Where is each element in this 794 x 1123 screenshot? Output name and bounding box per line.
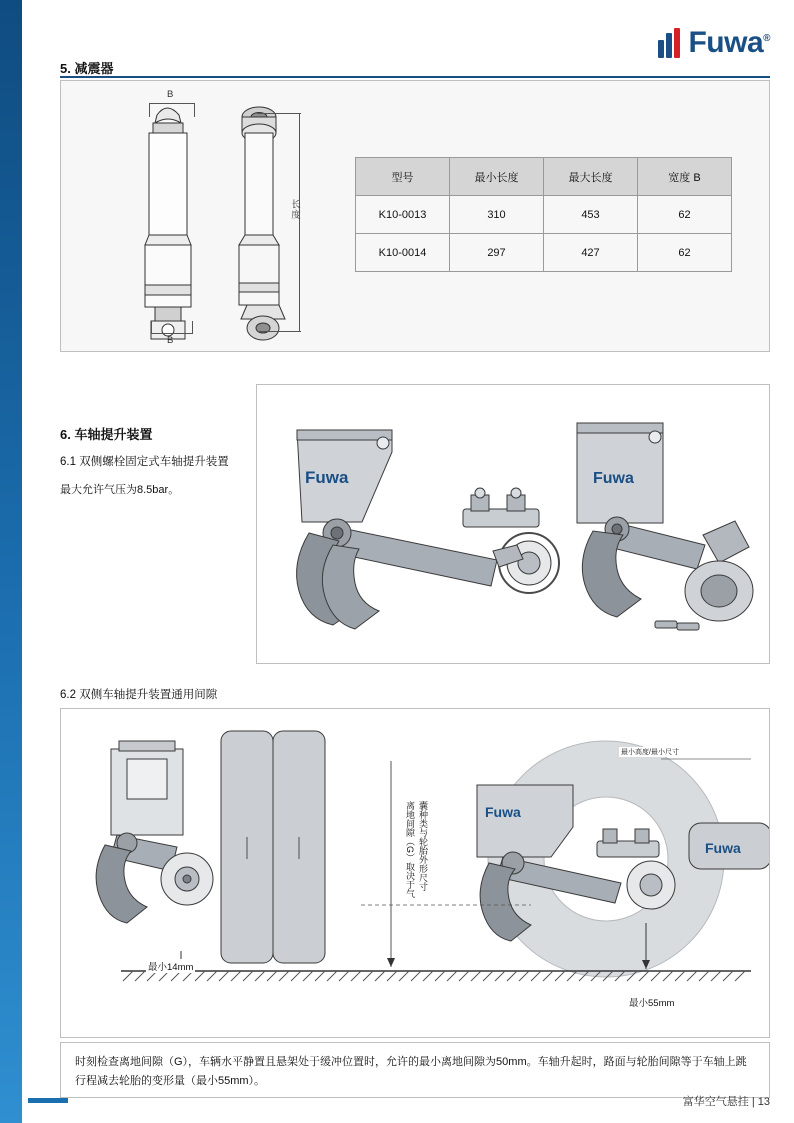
label-clearance-note-1: 离地间隙（G）取决于气 bbox=[405, 801, 415, 899]
table-row bbox=[356, 196, 732, 234]
dim-label-b-bottom: B bbox=[167, 335, 174, 346]
dim-tick-length-top bbox=[257, 113, 301, 114]
left-brand-bar-gap bbox=[22, 0, 28, 1123]
section-5-heading bbox=[60, 58, 113, 77]
dim-label-length: 长度 bbox=[289, 199, 300, 220]
label-min-14: 最小14mm bbox=[146, 959, 195, 973]
svg-text:Fuwa: Fuwa bbox=[305, 468, 349, 487]
logo-text-value: Fuwa bbox=[688, 26, 764, 59]
dim-tick-b-top-right bbox=[194, 103, 195, 117]
dim-label-b-top: B bbox=[167, 89, 174, 100]
brand-logo bbox=[658, 26, 770, 60]
dim-tick-b-bottom-left bbox=[151, 321, 152, 333]
table-cell: 453 bbox=[544, 196, 638, 234]
section-6-number: 6. bbox=[60, 427, 71, 442]
svg-text:Fuwa: Fuwa bbox=[485, 804, 521, 820]
clearance-figure bbox=[60, 708, 770, 1038]
svg-text:Fuwa: Fuwa bbox=[705, 840, 741, 856]
section-6-2-title: 双侧车轴提升装置通用间隙 bbox=[79, 689, 218, 701]
section-5-number: 5. bbox=[60, 61, 71, 76]
footer-text: 富华空气悬挂 | 13 bbox=[682, 1096, 770, 1108]
section-6-1-heading bbox=[60, 453, 229, 469]
table-header-cell: 最小长度 bbox=[450, 158, 544, 196]
clearance-note-text: 时刻检查离地间隙（G），车辆水平静置且悬架处于缓冲位置时，允许的最小离地间隙为50mm。车轴升起时，路面与轮胎间隙等于车轴上跳行程减去轮胎的变形量（最小55mm）。 bbox=[75, 1056, 747, 1087]
table-cell: K10-0013 bbox=[356, 196, 450, 234]
logo-registered: ® bbox=[763, 33, 770, 44]
table-header-row bbox=[356, 158, 732, 196]
section-6-1-number: 6.1 bbox=[60, 456, 76, 468]
table-cell: 427 bbox=[544, 234, 638, 272]
dim-line-b-top bbox=[149, 103, 195, 104]
clearance-note-box bbox=[60, 1042, 770, 1098]
logo-wordmark bbox=[688, 26, 770, 60]
label-min-55: 最小55mm bbox=[627, 995, 676, 1009]
footer-accent-bar bbox=[28, 1098, 68, 1103]
table-header-cell: 宽度 B bbox=[638, 158, 732, 196]
table-header-cell: 最大长度 bbox=[544, 158, 638, 196]
section-5-title: 减震器 bbox=[74, 61, 114, 76]
dim-tick-b-top-left bbox=[149, 103, 150, 117]
section-6-1-text: 最大允许气压为8.5bar。 bbox=[60, 484, 180, 496]
section-6-1-title: 双侧螺栓固定式车轴提升装置 bbox=[79, 456, 229, 468]
dim-tick-b-bottom-right bbox=[192, 321, 193, 333]
table-cell: 310 bbox=[450, 196, 544, 234]
table-cell: 62 bbox=[638, 196, 732, 234]
shock-absorber-figure bbox=[60, 80, 770, 352]
section-6-title: 车轴提升装置 bbox=[74, 427, 153, 442]
table-cell: 62 bbox=[638, 234, 732, 272]
svg-text:Fuwa: Fuwa bbox=[593, 470, 634, 487]
left-brand-bar bbox=[0, 0, 22, 1123]
header-divider bbox=[60, 76, 770, 78]
dim-line-length bbox=[299, 113, 300, 331]
axle-lift-drawing bbox=[257, 385, 769, 663]
section-6-2-heading bbox=[60, 686, 217, 702]
shock-spec-table bbox=[355, 157, 732, 272]
table-row bbox=[356, 234, 732, 272]
section-6-2-number: 6.2 bbox=[60, 689, 76, 701]
section-6-heading bbox=[60, 424, 152, 443]
dim-line-b-bottom bbox=[151, 333, 193, 334]
table-cell: 297 bbox=[450, 234, 544, 272]
table-header-cell: 型号 bbox=[356, 158, 450, 196]
dim-tick-length-bottom bbox=[257, 331, 301, 332]
axle-lift-figure bbox=[256, 384, 770, 664]
table-cell: K10-0014 bbox=[356, 234, 450, 272]
logo-bars-icon bbox=[658, 28, 684, 58]
shock-absorber-drawing bbox=[101, 85, 361, 355]
label-min-height: 最小高度/最小尺寸 bbox=[621, 749, 679, 756]
label-clearance-note-2: 囊种类与轮胎外形尺寸 bbox=[418, 801, 428, 891]
